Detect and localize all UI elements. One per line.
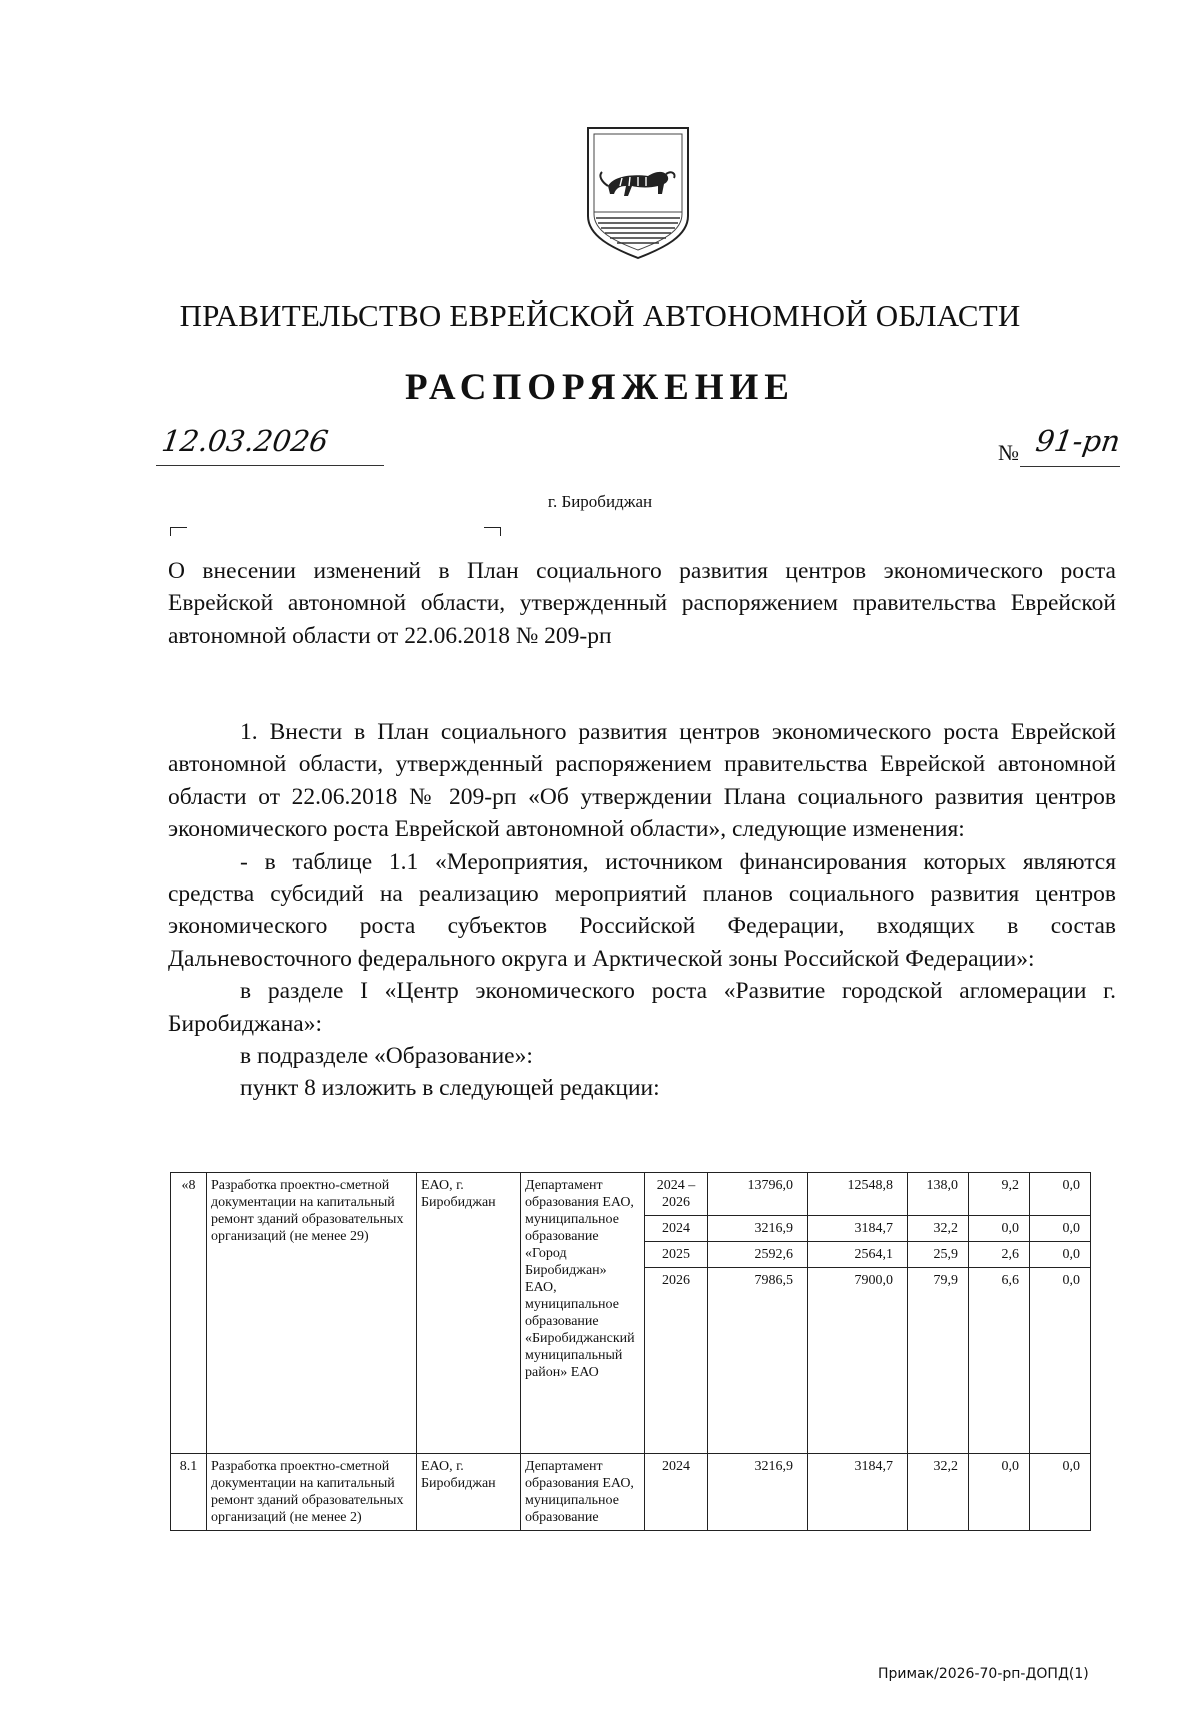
body-paragraph-3: в разделе I «Центр экономического роста «Развитие городской агломерации г. Биробиджана»:	[168, 978, 1116, 1037]
regional-amount: 32,2	[908, 1454, 969, 1531]
local-amount: 0,0	[969, 1216, 1030, 1242]
total-amount: 3216,9	[708, 1454, 808, 1531]
territory: ЕАО, г. Биробиджан	[417, 1454, 521, 1531]
date-underline	[156, 465, 384, 466]
subject-text: О внесении изменений в План социального развития центров экономического роста Еврейской автономной области, утвержденный распоряжением правительства Еврейской автономной области от 22.06.2018 № 209-рп	[168, 558, 1116, 649]
local-amount: 2,6	[969, 1242, 1030, 1268]
year: 2024	[645, 1454, 708, 1531]
year: 2025	[645, 1242, 708, 1268]
measure-name: Разработка проектно-сметной документации на капитальный ремонт зданий образовательных организаций (не менее 2)	[207, 1454, 417, 1531]
regional-amount: 79,9	[908, 1268, 969, 1454]
federal-amount: 12548,8	[808, 1173, 908, 1216]
regional-amount: 32,2	[908, 1216, 969, 1242]
document-date: 12.03.2026	[159, 424, 331, 458]
body-paragraph-4: в подразделе «Образование»:	[240, 1043, 533, 1070]
other-amount: 0,0	[1030, 1173, 1091, 1216]
subject-corner-right	[484, 527, 501, 536]
document-body	[168, 716, 1116, 1105]
year: 2024	[645, 1216, 708, 1242]
document-type-heading: РАСПОРЯЖЕНИЕ	[404, 367, 795, 408]
local-amount: 9,2	[969, 1173, 1030, 1216]
body-paragraph-2: - в таблице 1.1 «Мероприятия, источником финансирования которых являются средства субсидий на реализацию мероприятий планов социального развития центров экономического роста субъектов Российской Федерации, входящих в состав Дальневосточного федерального округа и Арктической зоны Российской Федерации»:	[168, 848, 1116, 972]
territory: ЕАО, г. Биробиджан	[417, 1173, 521, 1454]
regional-amount: 138,0	[908, 1173, 969, 1216]
responsible-department: Департамент образования ЕАО, муниципальное образование	[521, 1454, 645, 1531]
subject-corner-left	[170, 527, 187, 536]
body-paragraph-5: пункт 8 изложить в следующей редакции:	[240, 1075, 660, 1102]
document-footer-code: Примак/2026-70-рп-ДОПД(1)	[878, 1666, 1089, 1682]
organization-title: ПРАВИТЕЛЬСТВО ЕВРЕЙСКОЙ АВТОНОМНОЙ ОБЛАСТИ	[179, 298, 1021, 333]
other-amount: 0,0	[1030, 1454, 1091, 1531]
other-amount: 0,0	[1030, 1242, 1091, 1268]
document-subject	[168, 555, 1116, 652]
number-underline	[1020, 466, 1120, 467]
federal-amount: 3184,7	[808, 1216, 908, 1242]
federal-amount: 2564,1	[808, 1242, 908, 1268]
local-amount: 6,6	[969, 1268, 1030, 1454]
total-amount: 7986,5	[708, 1268, 808, 1454]
body-paragraph-1: 1. Внести в План социального развития центров экономического роста Еврейской автономной области, утвержденный распоряжением правительства Еврейской автономной области от 22.06.2018 № 209-рп «Об утверждении Плана социального развития центров экономического роста Еврейской автономной области», следующие изменения:	[168, 719, 1116, 843]
city-label: г. Биробиджан	[547, 492, 653, 511]
coat-of-arms-emblem	[584, 124, 692, 264]
other-amount: 0,0	[1030, 1268, 1091, 1454]
row-number: 8.1	[171, 1454, 207, 1531]
row-number: «8	[171, 1173, 207, 1454]
document-number: 91-рп	[1033, 424, 1123, 458]
regional-amount: 25,9	[908, 1242, 969, 1268]
local-amount: 0,0	[969, 1454, 1030, 1531]
number-label: №	[998, 440, 1019, 465]
total-amount: 13796,0	[708, 1173, 808, 1216]
total-amount: 2592,6	[708, 1242, 808, 1268]
year: 2026	[645, 1268, 708, 1454]
responsible-department: Департамент образования ЕАО, муниципальное образование «Город Биробиджан» ЕАО, муниципальное образование «Биробиджанский муниципальный район» ЕАО	[521, 1173, 645, 1454]
year: 2024 – 2026	[645, 1173, 708, 1216]
table-row	[171, 1454, 1091, 1531]
measures-table	[170, 1172, 1091, 1531]
table-row	[171, 1173, 1091, 1216]
other-amount: 0,0	[1030, 1216, 1091, 1242]
total-amount: 3216,9	[708, 1216, 808, 1242]
measure-name: Разработка проектно-сметной документации на капитальный ремонт зданий образовательных организаций (не менее 29)	[207, 1173, 417, 1454]
federal-amount: 7900,0	[808, 1268, 908, 1454]
federal-amount: 3184,7	[808, 1454, 908, 1531]
